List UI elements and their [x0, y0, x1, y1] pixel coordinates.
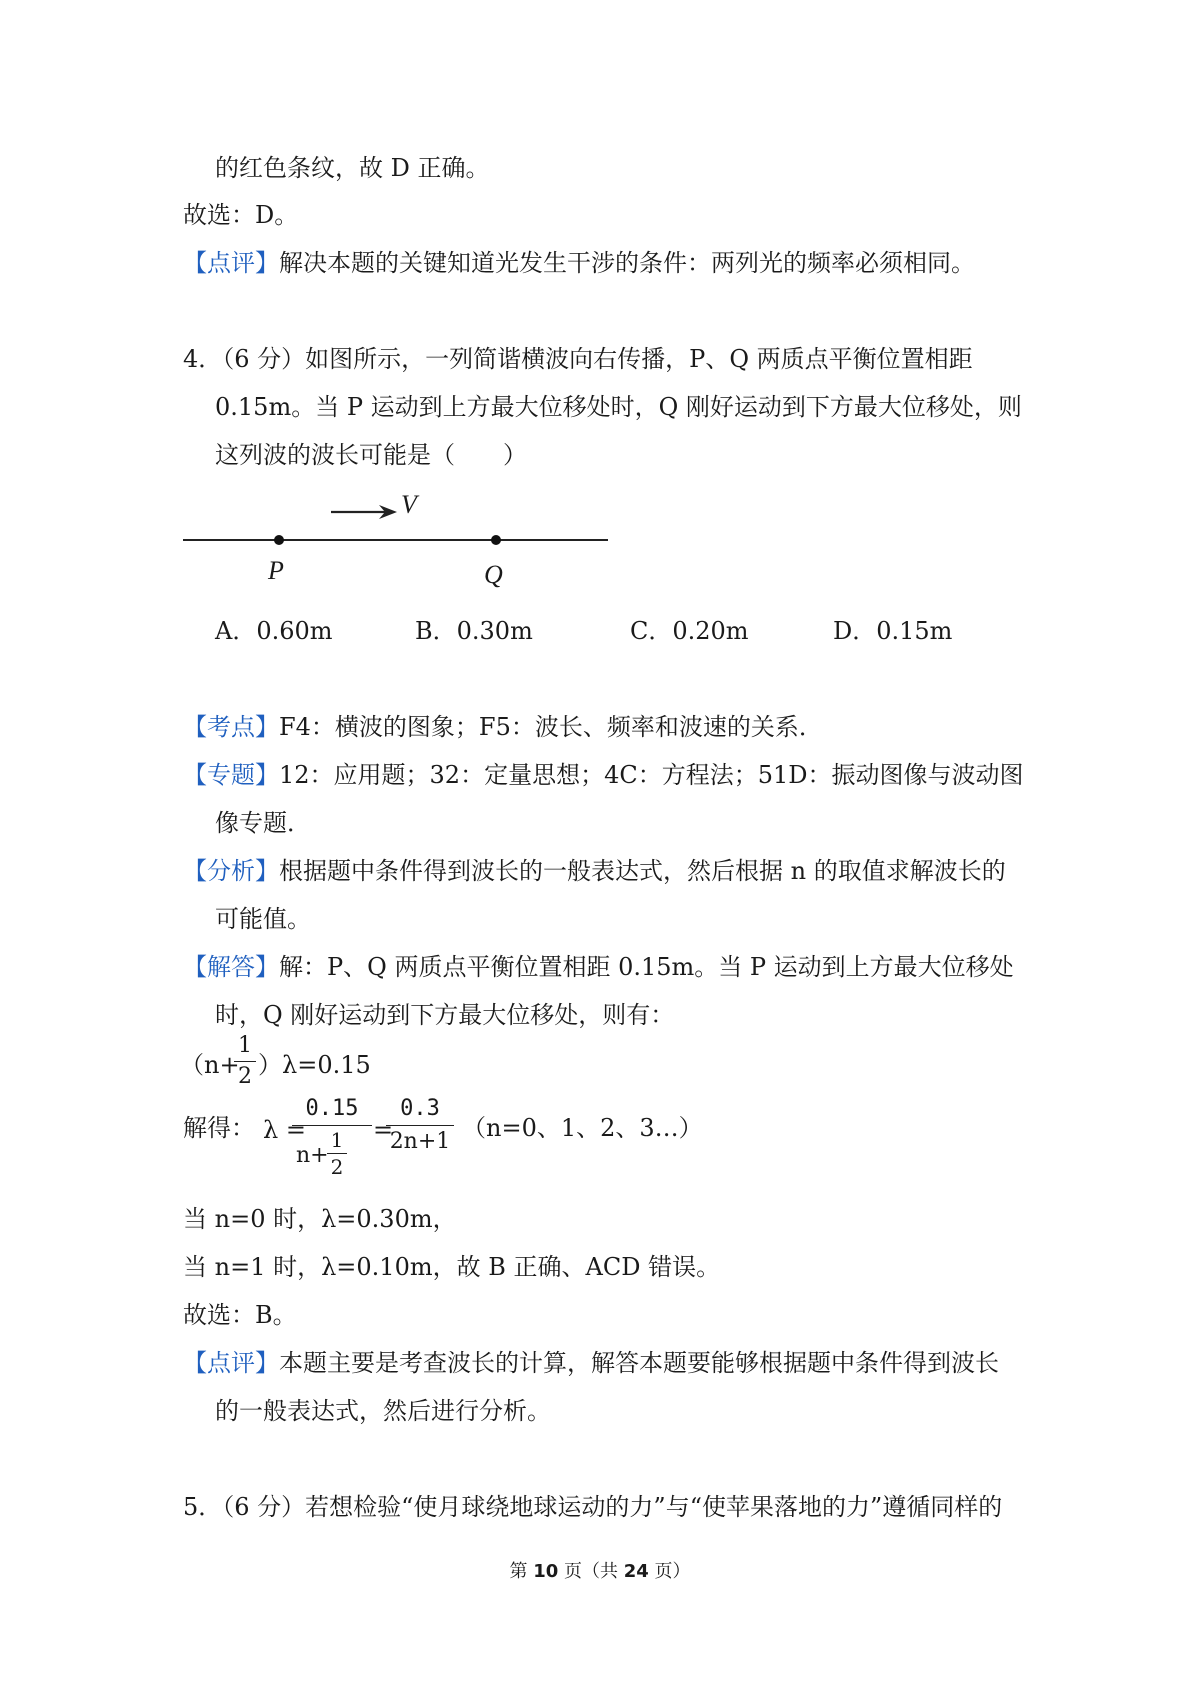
equation-2-condition: （n=0、1、2、3…）: [462, 1114, 703, 1142]
footer-post: 页）: [654, 1561, 691, 1582]
fenxi-line-2: 可能值。: [215, 905, 311, 933]
point-q: [491, 535, 501, 545]
question-5-line-1: 5．（6 分）若想检验“使月球绕地球运动的力”与“使苹果落地的力”遵循同样的: [183, 1493, 1003, 1521]
fraction-numerator: 1: [238, 1033, 252, 1058]
review-text: 本题主要是考查波长的计算，解答本题要能够根据题中条件得到波长: [279, 1349, 999, 1377]
zhuanti-text: 12：应用题；32：定量思想；4C：方程法；51D：振动图像与波动图: [279, 761, 1024, 789]
question-4-line-3: 这列波的波长可能是（ ）: [215, 441, 527, 469]
page-total: 24: [623, 1561, 649, 1582]
text-line: 的红色条纹，故 D 正确。: [215, 154, 490, 182]
zhuanti-tag: 【专题】: [183, 761, 279, 789]
fraction-numerator: 0.3: [400, 1096, 440, 1121]
wave-figure: [183, 488, 613, 598]
review-line-2: 的一般表达式，然后进行分析。: [215, 1397, 551, 1425]
question-4-line-1: 4．（6 分）如图所示，一列简谐横波向右传播，P、Q 两质点平衡位置相距: [183, 345, 973, 373]
option-c: C．0.20m: [630, 617, 749, 645]
fraction-denominator: 2n+1: [389, 1129, 451, 1154]
review-line: [183, 247, 975, 279]
point-p-label: P: [268, 556, 284, 585]
answer-choice: 故选：D。: [183, 201, 299, 229]
point-q-label: Q: [484, 560, 503, 589]
kaodian-tag: 【考点】: [183, 713, 279, 741]
point-p: [274, 535, 284, 545]
denominator-n-plus: n+: [296, 1143, 329, 1168]
equation-2-fraction-1: [292, 1096, 372, 1179]
nested-bar: [327, 1153, 347, 1154]
equation-1-left: （n+: [180, 1051, 240, 1079]
option-b: B．0.30m: [415, 617, 533, 645]
fraction-numerator: 0.15: [305, 1096, 359, 1121]
fraction-bar: [386, 1125, 454, 1126]
velocity-label: V: [401, 490, 417, 519]
jieda-tag: 【解答】: [183, 953, 279, 981]
jieda-line-2: 时，Q 刚好运动到下方最大位移处，则有：: [215, 1001, 675, 1029]
review-line: [183, 1347, 999, 1379]
footer-pre: 第: [509, 1561, 528, 1582]
equation-1-right: ）λ=0.15: [258, 1051, 371, 1079]
case-n1: 当 n=1 时，λ=0.10m，故 B 正确、ACD 错误。: [183, 1253, 721, 1281]
equation-2-prefix: 解得：: [183, 1114, 255, 1142]
fenxi-line: [183, 855, 1006, 887]
fraction-denominator: [292, 1129, 372, 1179]
fenxi-text: 根据题中条件得到波长的一般表达式，然后根据 n 的取值求解波长的: [279, 857, 1006, 885]
kaodian-text: F4：横波的图象；F5：波长、频率和波速的关系．: [279, 713, 823, 741]
kaodian-line: [183, 711, 823, 743]
nested-denominator: 2: [330, 1155, 344, 1179]
jieda-line: [183, 951, 1014, 983]
zhuanti-line: [183, 759, 1024, 791]
equation-2-equals: =: [373, 1116, 394, 1144]
equation-1-fraction: [232, 1034, 258, 1089]
equation-2-fraction-2: [386, 1096, 454, 1155]
fraction-bar: [234, 1061, 256, 1062]
review-text: 解决本题的关键知道光发生干涉的条件：两列光的频率必须相同。: [279, 249, 975, 277]
fraction-bar: [292, 1125, 372, 1126]
fraction-denominator: 2: [238, 1064, 252, 1089]
page-footer: [0, 1560, 1200, 1584]
nested-numerator: 1: [330, 1128, 344, 1152]
review-tag: 【点评】: [183, 1349, 279, 1377]
fenxi-tag: 【分析】: [183, 857, 279, 885]
wave-diagram: [183, 488, 613, 598]
equation-2-lambda: λ =: [263, 1116, 306, 1144]
page-number: 10: [533, 1561, 559, 1582]
answer-choice: 故选：B。: [183, 1301, 297, 1329]
option-a: A．0.60m: [215, 617, 333, 645]
question-4-line-2: 0.15m。当 P 运动到上方最大位移处时，Q 刚好运动到下方最大位移处，则: [215, 393, 1022, 421]
zhuanti-line-2: 像专题．: [215, 809, 311, 837]
case-n0: 当 n=0 时，λ=0.30m，: [183, 1205, 457, 1233]
option-d: D．0.15m: [833, 617, 953, 645]
nested-fraction: [326, 1129, 348, 1178]
footer-mid: 页（共: [564, 1561, 618, 1582]
review-tag: 【点评】: [183, 249, 279, 277]
jieda-text: 解：P、Q 两质点平衡位置相距 0.15m。当 P 运动到上方最大位移处: [279, 953, 1014, 981]
